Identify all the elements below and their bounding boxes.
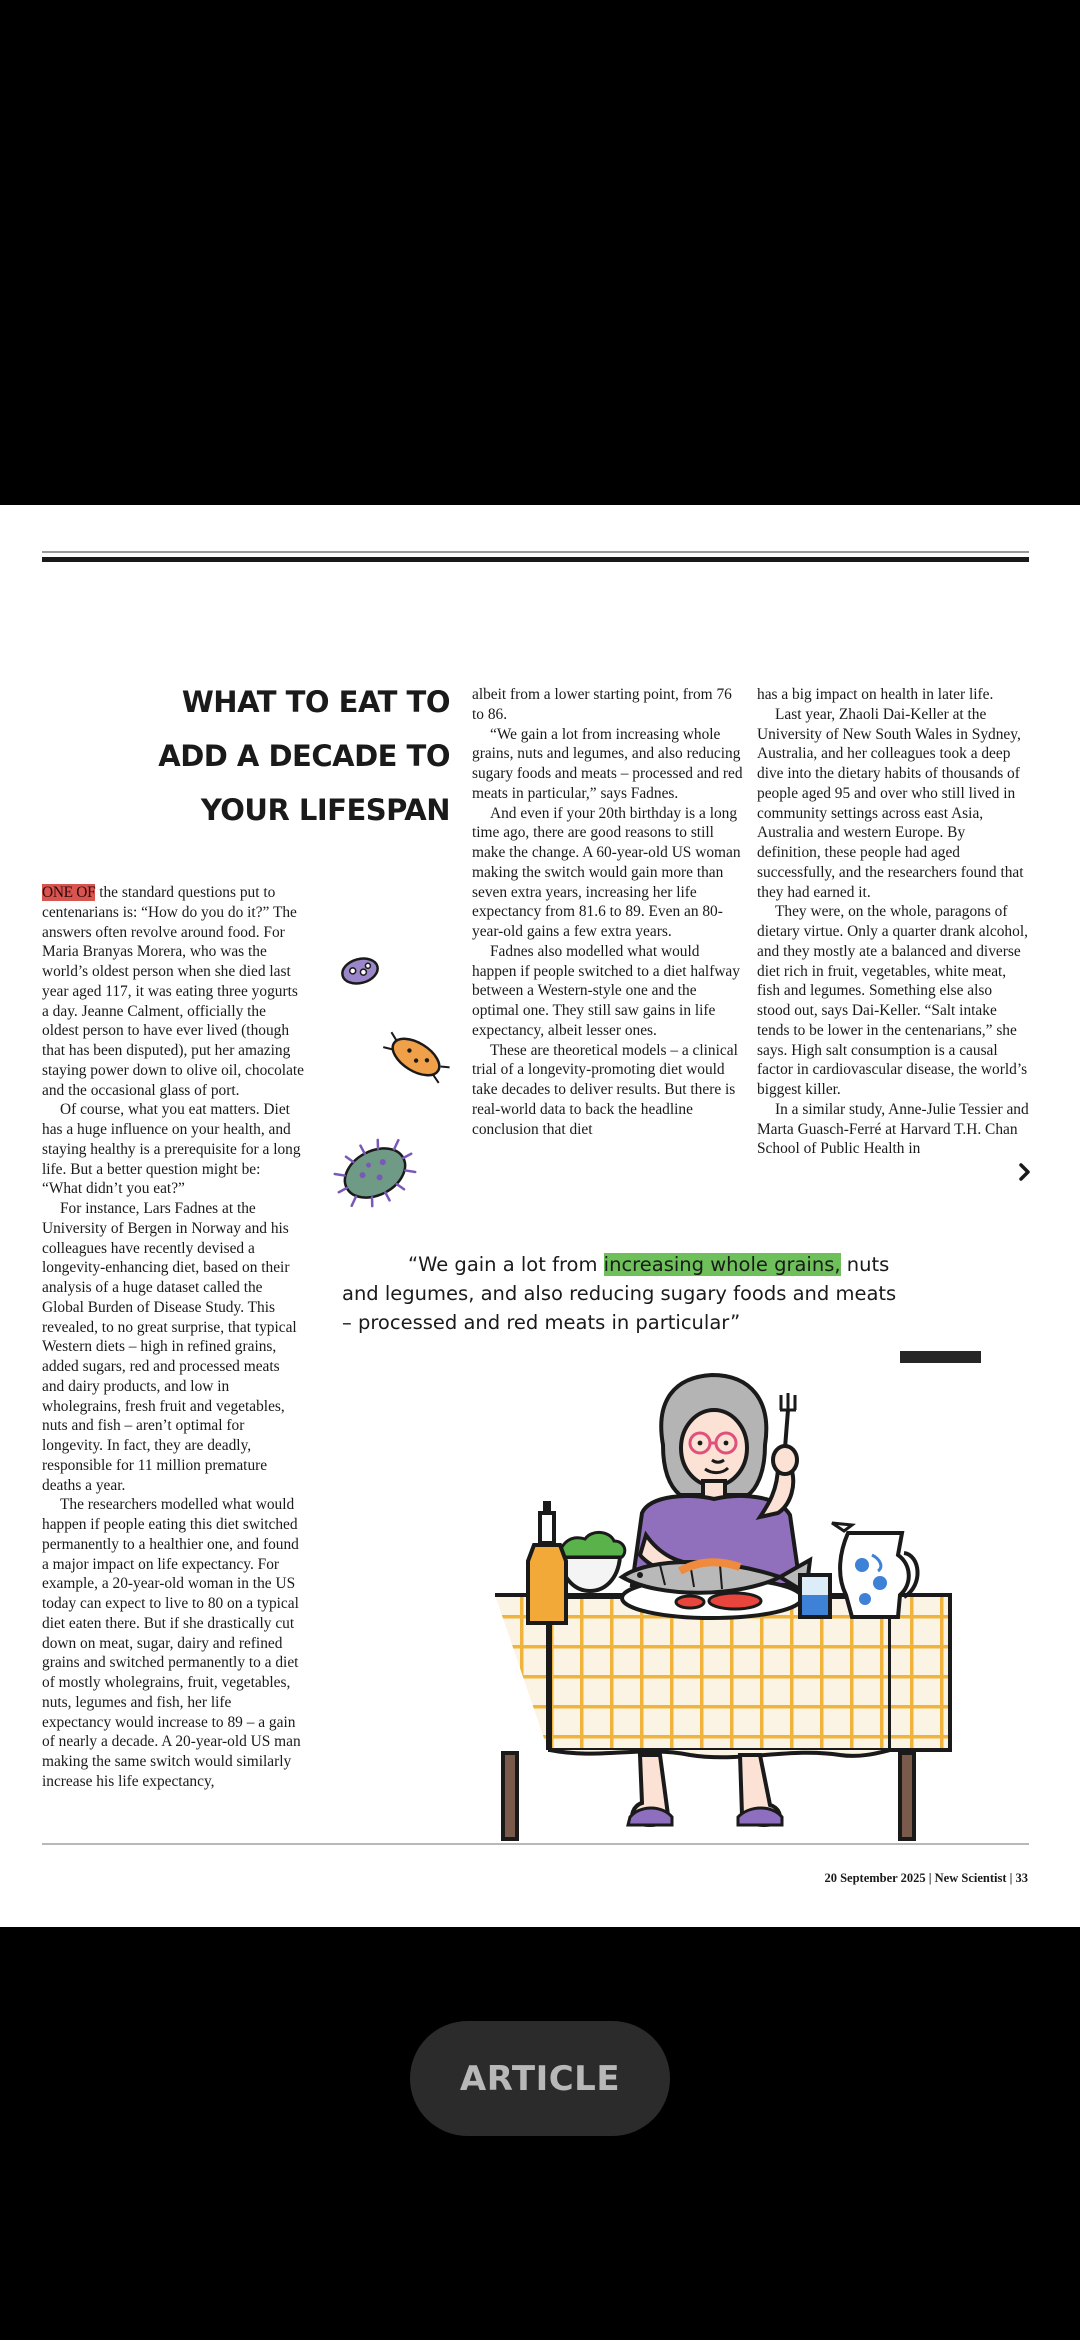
page-footer: 20 September 2025 | New Scientist | 33 bbox=[824, 1871, 1028, 1885]
col3-paragraph-1: has a big impact on health in later life. bbox=[757, 686, 994, 703]
col3-paragraph-3: They were, on the whole, paragons of dietary virtue. Only a quarter drank alcohol, and they mostly ate a balanced and diverse diet rich in fruit, vegetables, white meat, fish and legumes. Something else also stood out, says Dai-Keller. “Salt intake tends to be lower in the centenarians,” she says. High salt consumption is a causal factor in cardiovascular disease, the world’s biggest killer. bbox=[757, 903, 1028, 1098]
magazine-page bbox=[0, 505, 1080, 1927]
col2-paragraph-4: Fadnes also modelled what would happen if people switched to a diet halfway between a Western-style one and the optimal one. They still saw gains in life expectancy, albeit lesser ones. bbox=[472, 942, 740, 1039]
col3-paragraph-4: In a similar study, Anne-Julie Tessier and Marta Guasch-Ferré at Harvard T.H. Chan School of Public Health in bbox=[757, 1100, 1029, 1158]
headline-line-3: YOUR LIFESPAN bbox=[200, 793, 450, 827]
headline-line-2: ADD A DECADE TO bbox=[158, 739, 450, 773]
lead-in-highlight: ONE OF bbox=[42, 884, 96, 901]
col1-paragraph-3: For instance, Lars Fadnes at the University of Bergen in Norway and his colleagues have recently devised a longevity-enhancing diet, based on their analysis of a huge dataset called the Global Burden of Disease Study. This revealed, to no great surprise, that typical Western diets – high in refined grains, added sugars, red and processed meats and dairy products, and low in wholegrains, fresh fruit and vegetables, nuts and fish – aren’t optimal for longevity. In fact, they are deadly, responsible for 11 million premature deaths a year. bbox=[42, 1200, 297, 1494]
col1-paragraph-2: Of course, what you eat matters. Diet has a huge influence on your health, and staying healthy is a prerequisite for a long life. But a better question might be: “What didn’t you eat?” bbox=[42, 1101, 301, 1198]
col3-paragraph-2: Last year, Zhaoli Dai-Keller at the University of New South Wales in Sydney, Australia, and her colleagues took a deep dive into the dietary habits of thousands of people aged 95 and over who still lived in community settings across east Asia, Australia and western Europe. By definition, these people had aged successfully, and the researchers found that they had earned it. bbox=[757, 705, 1024, 901]
article-mode-button[interactable] bbox=[410, 2021, 670, 2136]
pull-quote-end: nuts and legumes, and also reducing sugary foods and meats – processed and red meats in particular” bbox=[342, 1253, 897, 1334]
col1-paragraph-4: The researchers modelled what would happen if people eating this diet switched permanently to a healthier one, and found a major impact on life expectancy. For example, a 20-year-old woman in the US today can expect to live to 80 on a typical diet eaten there. But if she drastically cut down on meat, sugar, dairy and refined grains and switched permanently to a diet of mostly wholegrains, fruit, vegetables, nuts, legumes and fish, her life expectancy would increase to 89 – a gain of nearly a decade. A 20-year-old US man making the same switch would similarly increase his life expectancy, bbox=[42, 1496, 301, 1790]
woman-eating-illustration bbox=[0, 505, 1080, 1927]
pull-quote-start: “We gain a lot from bbox=[408, 1253, 604, 1276]
col2-paragraph-1: albeit from a lower starting point, from 76 to 86. bbox=[472, 686, 732, 723]
bottom-rule bbox=[42, 1843, 1029, 1845]
col2-paragraph-2: “We gain a lot from increasing whole grains, nuts and legumes, and also reducing sugary foods and meats – processed and red meats in particular,” says Fadnes. bbox=[472, 725, 743, 802]
article-button-label: ARTICLE bbox=[459, 2058, 621, 2099]
col2-paragraph-5: These are theoretical models – a clinical trial of a longevity-promoting diet would take decades to deliver results. But there is real-world data to back the headline conclusion that diet bbox=[472, 1041, 738, 1138]
pull-quote-highlight: increasing whole grains, bbox=[603, 1253, 841, 1276]
col2-paragraph-3: And even if your 20th birthday is a long time ago, there are good reasons to still make the change. A 60-year-old US woman making the switch would gain more than seven extra years, increasing her life expectancy from 81.6 to 89. Even an 80-year-old gains a few extra years. bbox=[472, 804, 741, 940]
col1-p1-text: the standard questions put to centenarians is: “How do you do it?” The answers often revolve around food. For Maria Branyas Morera, who was the world’s oldest person when she died last year aged 117, it was eating three yogurts a day. Jeanne Calment, officially the oldest person to have ever lived (though that has been disputed), put her amazing staying power down to olive oil, chocolate and the occasional glass of port. bbox=[42, 884, 305, 1099]
headline-line-1: WHAT TO EAT TO bbox=[181, 685, 450, 719]
